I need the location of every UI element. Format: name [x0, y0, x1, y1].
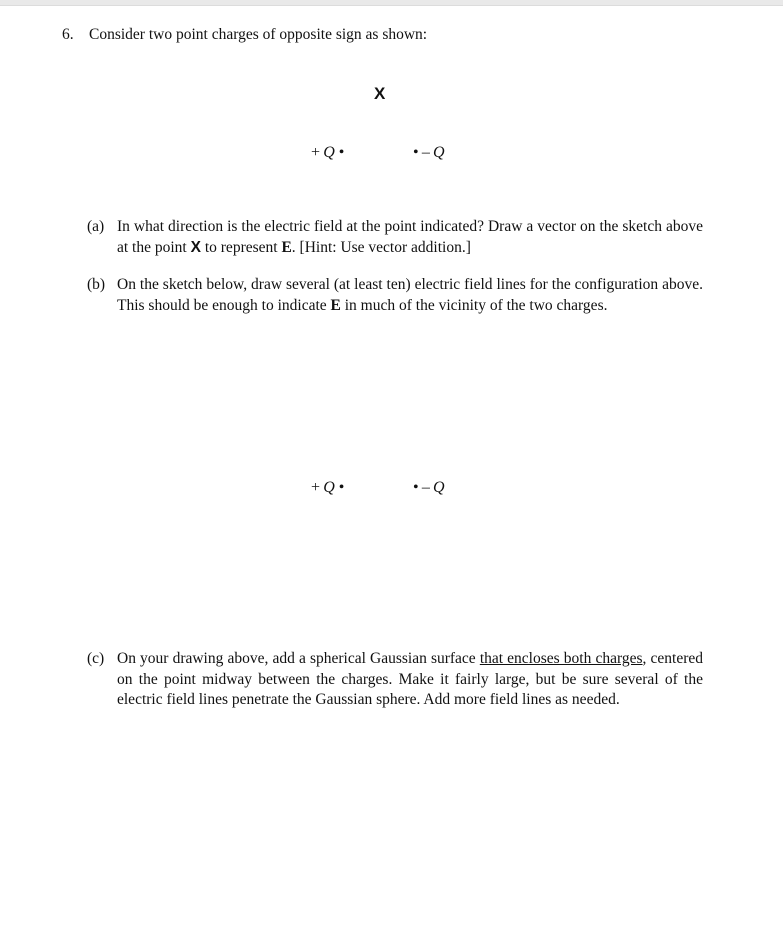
part-c-text: On your drawing above, add a spherical Gaussian surface that encloses both charges, centered on the point midway between the charges. Make it fairly large, but be sure several of the electric field lines penetrate the Gaussian sphere. Add more field lines as needed. [117, 650, 703, 708]
part-c [87, 649, 703, 711]
part-c-label: (c) [87, 650, 105, 667]
positive-charge-top [311, 144, 344, 162]
part-a-text: In what direction is the electric field at the point indicated? Draw a vector on the sketch above at the point X to represent E. [Hint: Use vector addition.] [117, 218, 703, 256]
underlined-phrase: that encloses both charges [479, 650, 643, 667]
question-text: Consider two point charges of opposite sign as shown: [89, 26, 428, 43]
charge-dot: • [338, 144, 345, 161]
field-e-ref: E [281, 238, 292, 256]
positive-charge-bottom [311, 479, 344, 497]
charge-symbol: Q [323, 479, 335, 496]
charge-symbol: Q [433, 479, 445, 496]
part-a [87, 217, 703, 258]
negative-charge-top [413, 144, 445, 162]
top-border [0, 0, 783, 6]
charge-symbol: Q [323, 144, 335, 161]
field-e-ref: E [330, 296, 341, 314]
charge-dot: • [413, 479, 419, 496]
part-b-text: On the sketch below, draw several (at least ten) electric field lines for the configuration above. This should be enough to indicate E in much of the vicinity of the two charges. [117, 276, 703, 314]
negative-charge-bottom [413, 479, 445, 497]
part-b [87, 275, 703, 316]
question-number: 6. [62, 26, 74, 43]
point-x-ref: X [190, 238, 201, 256]
positive-sign: + [311, 479, 321, 496]
part-b-label: (b) [87, 276, 106, 293]
field-point-marker: X [374, 84, 386, 103]
negative-sign: – [421, 144, 430, 161]
negative-sign: – [421, 479, 430, 496]
charge-dot: • [413, 144, 419, 161]
charge-dot: • [338, 479, 345, 496]
positive-sign: + [311, 144, 321, 161]
part-a-label: (a) [87, 218, 105, 235]
charge-symbol: Q [433, 144, 445, 161]
